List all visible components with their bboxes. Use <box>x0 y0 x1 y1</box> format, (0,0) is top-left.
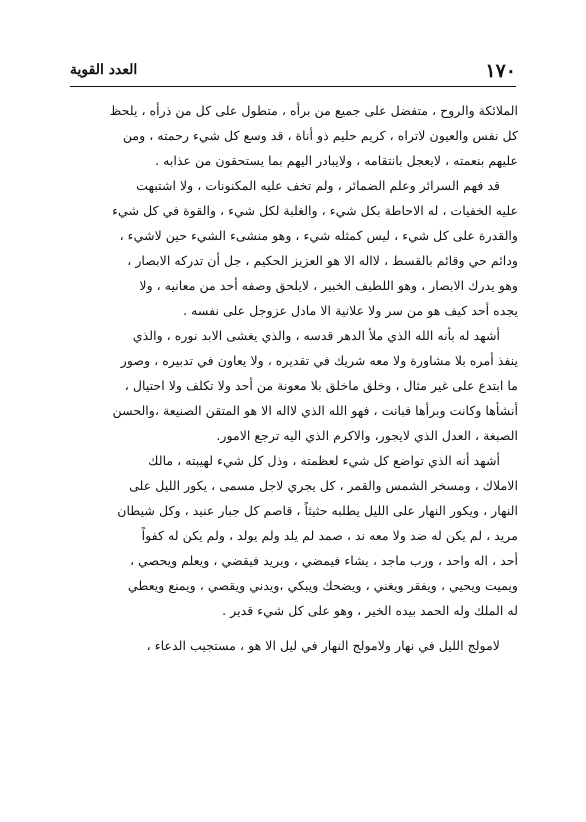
text-line: عليه الخفيات ، له الاحاطة بكل شيء ، والغلبة لكل شيء ، والقوة في كل شيء <box>112 203 518 218</box>
paragraph-2 <box>64 173 518 323</box>
text-line: أنشأها وكانت وبرأها فبانت ، فهو الله الذي لااله الا هو المتقن الصنيعة ،والحسن <box>112 403 518 418</box>
text-line: ما ابتدع على غير مثال ، وخلق ماخلق بلا معونة من أحد ولا تكلف ولا احتيال ، <box>124 378 518 393</box>
paragraph-spacer <box>64 623 518 633</box>
text-line: وهو يدرك الابصار ، وهو اللطيف الخبير ، لايلحق وصفه أحد من معانيه ، ولا <box>139 278 518 293</box>
text-line: ينفذ أمره بلا مشاورة ولا معه شريك في تقديره ، ولا يعاون في تدبيره ، وصور <box>120 353 518 368</box>
text-line: ويميت ويحيي ، ويفقر ويغني ، ويضحك ويبكي ،ويدني ويقصي ، ويمنع ويعطي <box>127 578 518 593</box>
text-line: عليهم بنعمته ، لايعجل بانتقامه ، ولايبادر اليهم بما يستحقون من عذابه . <box>155 153 518 168</box>
paragraph-4 <box>64 448 518 623</box>
paragraph-1 <box>64 98 518 173</box>
paragraph-5 <box>64 633 518 658</box>
text-line: قد فهم السرائر وعلم الضمائر ، ولم تخف عليه المكنونات ، ولا اشتبهت <box>136 178 500 193</box>
text-line: ودائم حي وقائم بالقسط ، لااله الا هو العزيز الحكيم ، جل أن تدركه الابصار ، <box>127 253 518 268</box>
text-line: يجده أحد كيف هو من سر ولا علانية الا مادل عزوجل على نفسه . <box>183 303 518 318</box>
page-header <box>70 56 516 86</box>
text-line: لامولج الليل في نهار ولامولج النهار في ليل الا هو ، مستجيب الدعاء ، <box>146 638 500 653</box>
text-line: كل نفس والعيون لاتراه ، كريم حليم ذو أناة ، قد وسع كل شيء رحمته ، ومن <box>122 128 518 143</box>
body-text <box>64 98 518 658</box>
text-line: أحد ، اله واحد ، ورب ماجد ، يشاء فيمضي ، ويريد فيقضي ، ويعلم ويحصي ، <box>129 553 518 568</box>
text-line: الاملاك ، ومسخر الشمس والقمر ، كل يجري لاجل مسمى ، يكور الليل على <box>129 478 518 493</box>
text-line: الملائكة والروح ، متفضل على جميع من برأه ، متطول على كل من ذرأه ، يلحظ <box>109 103 518 118</box>
header-rule <box>70 86 516 87</box>
text-line: الصبغة ، العدل الذي لايجور، والاكرم الذي اليه ترجع الامور. <box>216 428 518 443</box>
text-line: مريد ، لم يكن له ضد ولا معه ند ، صمد لم يلد ولم يولد ، ولم يكن له كفواً <box>141 528 518 543</box>
page-number: ١٧٠ <box>485 60 516 82</box>
paragraph-3 <box>64 323 518 448</box>
text-line: أشهد أنه الذي تواضع كل شيء لعظمته ، وذل كل شيء لهيبته ، مالك <box>148 453 500 468</box>
text-line: له الملك وله الحمد بيده الخير ، وهو على كل شيء قدير . <box>222 603 518 618</box>
running-title: العدد القوية <box>70 62 138 78</box>
text-line: أشهد له بأنه الله الذي ملأ الدهر قدسه ، والذي يغشى الابد نوره ، والذي <box>132 328 500 343</box>
text-line: والقدرة على كل شيء ، ليس كمثله شيء ، وهو منشىء الشيء حين لاشيء ، <box>119 228 518 243</box>
text-line: النهار ، ويكور النهار على الليل يطلبه حثيثاً ، قاصم كل جبار عنيد ، وكل شيطان <box>117 503 518 518</box>
